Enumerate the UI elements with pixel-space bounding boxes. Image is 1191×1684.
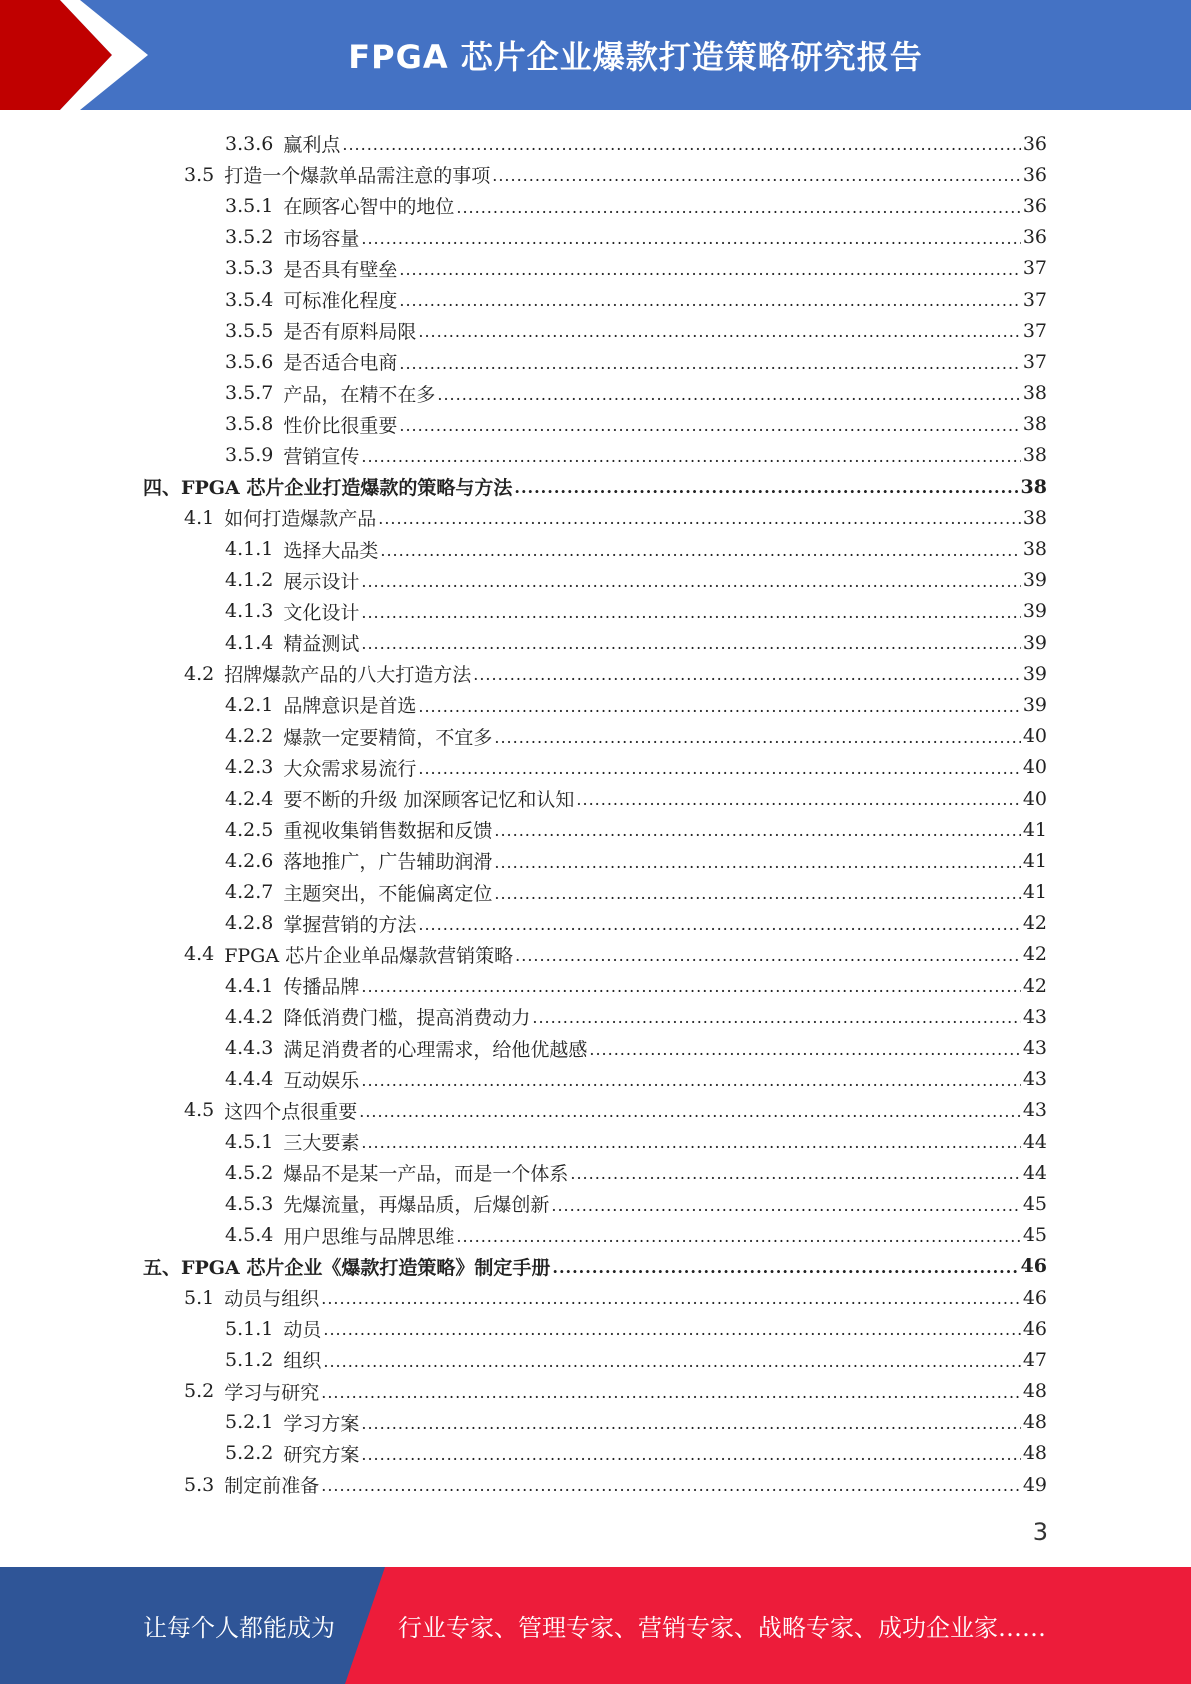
toc-entry[interactable] (0, 284, 1191, 315)
toc-entry-title: 降低消费门槛，提高消费动力 (283, 1007, 531, 1030)
toc-entry-page: 37 (1022, 288, 1047, 311)
toc-entry[interactable] (0, 378, 1191, 409)
toc-entry-number: 5.2.1 (225, 1411, 274, 1434)
toc-dot-leader (514, 482, 1018, 502)
toc-entry[interactable] (0, 222, 1191, 253)
toc-entry[interactable] (0, 596, 1191, 627)
toc-entry-page: 43 (1022, 1005, 1047, 1028)
toc-entry-title: 招牌爆款产品的八大打造方法 (224, 664, 472, 687)
toc-entry-page: 44 (1022, 1161, 1047, 1184)
toc-entry[interactable] (0, 565, 1191, 596)
toc-entry-title: 爆款一定要精简，不宜多 (283, 726, 493, 749)
toc-entry-page: 39 (1022, 569, 1047, 592)
toc-entry[interactable] (0, 409, 1191, 440)
toc-entry-page: 46 (1022, 1317, 1047, 1340)
toc-entry[interactable] (0, 627, 1191, 658)
toc-entry-number: 4.2.2 (225, 725, 274, 748)
toc-entry-title: 制定前准备 (224, 1475, 320, 1498)
toc-dot-leader (589, 1044, 1020, 1064)
toc-entry-title: 组织 (283, 1350, 322, 1373)
toc-entry-title: 满足消费者的心理需求，给他优越感 (283, 1038, 588, 1061)
toc-entry-title: 品牌意识是首选 (283, 695, 417, 718)
toc-dot-leader (551, 1200, 1020, 1220)
toc-dot-leader (494, 825, 1020, 845)
toc-entry-number: 5.2.2 (225, 1442, 274, 1465)
toc-entry[interactable] (0, 845, 1191, 876)
toc-entry-page: 47 (1022, 1348, 1047, 1371)
toc-entry-title: 产品，在精不在多 (283, 383, 436, 406)
toc-entry-title: 掌握营销的方法 (283, 913, 417, 936)
toc-entry[interactable] (0, 1438, 1191, 1469)
toc-entry-title: 爆品不是某一产品，而是一个体系 (283, 1163, 569, 1186)
toc-entry-page: 42 (1022, 912, 1047, 935)
toc-entry-number: 5.3 (184, 1473, 215, 1496)
toc-entry[interactable] (0, 253, 1191, 284)
toc-entry-title: 主题突出，不能偏离定位 (283, 882, 493, 905)
toc-entry-title: 可标准化程度 (283, 290, 398, 313)
toc-entry-number: 4.2.6 (225, 849, 274, 872)
toc-dot-leader (361, 1075, 1020, 1095)
toc-entry[interactable] (0, 908, 1191, 939)
toc-dot-leader (418, 326, 1020, 346)
toc-entry-number: 3.5.7 (225, 382, 274, 405)
toc-entry-title: 如何打造爆款产品 (224, 508, 377, 531)
toc-entry-number: 5.1.1 (225, 1317, 274, 1340)
toc-entry[interactable] (0, 1032, 1191, 1063)
toc-entry-number: 4.4.2 (225, 1005, 274, 1028)
toc-entry-title: FPGA 芯片企业《爆款打造策略》制定手册 (181, 1256, 551, 1279)
toc-dot-leader (323, 1324, 1020, 1344)
toc-entry-page: 38 (1022, 413, 1047, 436)
toc-dot-leader (361, 981, 1020, 1001)
toc-entry-number: 4.5 (184, 1099, 215, 1122)
toc-entry-number: 四、 (143, 477, 182, 500)
toc-entry-number: 3.5.6 (225, 350, 274, 373)
toc-entry[interactable] (0, 471, 1191, 502)
toc-entry-page: 38 (1022, 538, 1047, 561)
toc-entry-number: 3.5 (184, 163, 215, 186)
toc-entry-title: 选择大品类 (283, 539, 379, 562)
toc-entry-title: 要不断的升级 加深顾客记忆和认知 (283, 789, 575, 812)
toc-dot-leader (399, 420, 1020, 440)
toc-entry-title: 营销宣传 (283, 445, 360, 468)
toc-entry-number: 4.1.4 (225, 631, 274, 654)
toc-entry-title: 是否具有壁垒 (283, 258, 398, 281)
toc-entry-title: 是否有原料局限 (283, 321, 417, 344)
toc-entry-page: 48 (1022, 1411, 1047, 1434)
toc-entry[interactable] (0, 1001, 1191, 1032)
toc-entry-page: 49 (1022, 1473, 1047, 1496)
toc-entry[interactable] (0, 658, 1191, 689)
toc-entry-page: 42 (1022, 974, 1047, 997)
toc-entry-number: 3.5.5 (225, 319, 274, 342)
toc-entry[interactable] (0, 1407, 1191, 1438)
toc-entry[interactable] (0, 190, 1191, 221)
toc-entry-page: 48 (1022, 1442, 1047, 1465)
toc-dot-leader (492, 170, 1021, 190)
toc-entry-title: 落地推广，广告辅助润滑 (283, 851, 493, 874)
toc-entry-page: 48 (1022, 1380, 1047, 1403)
toc-entry-number: 3.5.4 (225, 288, 274, 311)
toc-entry[interactable] (0, 1157, 1191, 1188)
toc-dot-leader (494, 888, 1020, 908)
toc-entry-page: 39 (1022, 631, 1047, 654)
toc-entry-number: 5.1 (184, 1286, 215, 1309)
toc-dot-leader (418, 919, 1020, 939)
toc-entry-title: 重视收集销售数据和反馈 (283, 820, 493, 843)
toc-entry-title: 学习方案 (283, 1412, 360, 1435)
toc-entry-number: 3.5.9 (225, 444, 274, 467)
toc-dot-leader (321, 1293, 1021, 1313)
toc-entry-number: 4.2.8 (225, 912, 274, 935)
toc-entry-page: 40 (1022, 787, 1047, 810)
toc-dot-leader (418, 763, 1020, 783)
toc-entry-number: 五、 (143, 1256, 182, 1279)
toc-entry-page: 38 (1020, 475, 1047, 498)
toc-entry-number: 3.5.8 (225, 413, 274, 436)
toc-dot-leader (321, 1480, 1021, 1500)
toc-entry[interactable] (0, 1095, 1191, 1126)
toc-entry-page: 38 (1022, 506, 1047, 529)
toc-dot-leader (361, 638, 1020, 658)
toc-entry[interactable] (0, 1469, 1191, 1500)
toc-entry-page: 41 (1022, 818, 1047, 841)
toc-dot-leader (361, 576, 1020, 596)
toc-entry-number: 4.1.3 (225, 600, 274, 623)
toc-entry[interactable] (0, 1064, 1191, 1095)
toc-entry[interactable] (0, 721, 1191, 752)
toc-entry-number: 4.1 (184, 506, 215, 529)
toc-entry-page: 36 (1022, 163, 1047, 186)
toc-entry-page: 36 (1022, 194, 1047, 217)
toc-entry-page: 43 (1022, 1068, 1047, 1091)
toc-dot-leader (359, 1106, 1021, 1126)
toc-entry-title: 大众需求易流行 (283, 757, 417, 780)
toc-entry[interactable] (0, 159, 1191, 190)
toc-entry-page: 41 (1022, 849, 1047, 872)
toc-entry-number: 4.4.1 (225, 974, 274, 997)
toc-entry-page: 39 (1022, 662, 1047, 685)
toc-entry-number: 4.2 (184, 662, 215, 685)
toc-entry[interactable] (0, 502, 1191, 533)
toc-entry[interactable] (0, 1282, 1191, 1313)
toc-entry-number: 4.2.1 (225, 693, 274, 716)
toc-entry-page: 43 (1022, 1099, 1047, 1122)
toc-entry-title: 赢利点 (283, 134, 341, 157)
toc-entry[interactable] (0, 1251, 1191, 1282)
page-title: FPGA 芯片企业爆款打造策略研究报告 (348, 38, 923, 76)
toc-entry-number: 4.1.2 (225, 569, 274, 592)
toc-entry-number: 4.5.4 (225, 1224, 274, 1247)
toc-entry[interactable] (0, 877, 1191, 908)
toc-entry[interactable] (0, 1344, 1191, 1375)
toc-entry[interactable] (0, 1313, 1191, 1344)
toc-dot-leader (321, 1387, 1021, 1407)
toc-dot-leader (473, 669, 1021, 689)
toc-entry-page: 40 (1022, 756, 1047, 779)
toc-dot-leader (361, 607, 1020, 627)
toc-entry-title: 是否适合电商 (283, 352, 398, 375)
toc-dot-leader (361, 1449, 1020, 1469)
toc-entry-number: 3.5.3 (225, 257, 274, 280)
toc-entry-title: FPGA 芯片企业打造爆款的策略与方法 (181, 477, 513, 500)
toc-entry-page: 36 (1022, 132, 1047, 155)
toc-entry-title: 在顾客心智中的地位 (283, 196, 455, 219)
toc-entry[interactable] (0, 1220, 1191, 1251)
toc-entry-number: 4.2.4 (225, 787, 274, 810)
toc-entry-page: 46 (1020, 1255, 1047, 1278)
toc-entry-number: 5.1.2 (225, 1348, 274, 1371)
toc-dot-leader (494, 857, 1020, 877)
toc-entry-number: 3.3.6 (225, 132, 274, 155)
toc-entry[interactable] (0, 128, 1191, 159)
toc-entry[interactable] (0, 1376, 1191, 1407)
toc-dot-leader (418, 701, 1020, 721)
toc-dot-leader (515, 950, 1021, 970)
toc-entry-number: 4.5.3 (225, 1192, 274, 1215)
toc-dot-leader (399, 295, 1020, 315)
toc-entry-title: 先爆流量，再爆品质，后爆创新 (283, 1194, 550, 1217)
toc-entry-title: 学习与研究 (224, 1381, 320, 1404)
toc-entry-number: 4.4 (184, 943, 215, 966)
toc-entry-page: 37 (1022, 350, 1047, 373)
toc-entry-number: 4.2.7 (225, 881, 274, 904)
toc-entry-page: 40 (1022, 725, 1047, 748)
toc-dot-leader (361, 451, 1020, 471)
toc-entry-title: 互动娱乐 (283, 1069, 360, 1092)
toc-entry-number: 4.1.1 (225, 538, 274, 561)
toc-entry-title: 打造一个爆款单品需注意的事项 (224, 165, 491, 188)
toc-entry-number: 4.5.2 (225, 1161, 274, 1184)
toc-dot-leader (494, 732, 1020, 752)
toc-entry[interactable] (0, 970, 1191, 1001)
toc-entry-page: 45 (1022, 1192, 1047, 1215)
toc-entry-page: 39 (1022, 693, 1047, 716)
toc-entry-title: 动员与组织 (224, 1288, 320, 1311)
toc-dot-leader (570, 1168, 1020, 1188)
toc-entry[interactable] (0, 752, 1191, 783)
toc-entry[interactable] (0, 814, 1191, 845)
toc-entry[interactable] (0, 689, 1191, 720)
toc-dot-leader (456, 1231, 1020, 1251)
toc-entry-page: 45 (1022, 1224, 1047, 1247)
toc-entry-number: 4.2.5 (225, 818, 274, 841)
toc-entry-page: 38 (1022, 444, 1047, 467)
toc-entry-page: 37 (1022, 257, 1047, 280)
toc-entry-title: 动员 (283, 1319, 322, 1342)
toc-entry-title: 三大要素 (283, 1132, 360, 1155)
toc-entry-title: FPGA 芯片企业单品爆款营销策略 (224, 944, 514, 967)
toc-entry[interactable] (0, 783, 1191, 814)
footer-slogan-left: 让每个人都能成为 (143, 1614, 335, 1642)
toc-entry-number: 5.2 (184, 1380, 215, 1403)
toc-entry-page: 42 (1022, 943, 1047, 966)
page-footer (0, 1567, 1191, 1684)
toc-entry-title: 这四个点很重要 (224, 1100, 358, 1123)
toc-entry-page: 46 (1022, 1286, 1047, 1309)
toc-dot-leader (380, 545, 1020, 565)
header-arrow-decoration (0, 0, 160, 110)
toc-dot-leader (361, 1418, 1020, 1438)
toc-entry[interactable] (0, 939, 1191, 970)
toc-entry-title: 精益测试 (283, 633, 360, 656)
toc-entry[interactable] (0, 1126, 1191, 1157)
toc-entry-title: 用户思维与品牌思维 (283, 1225, 455, 1248)
toc-entry-page: 39 (1022, 600, 1047, 623)
toc-dot-leader (399, 358, 1020, 378)
toc-entry-number: 4.2.3 (225, 756, 274, 779)
toc-entry[interactable] (0, 440, 1191, 471)
toc-entry-page: 38 (1022, 382, 1047, 405)
table-of-contents (0, 128, 1191, 1500)
toc-dot-leader (323, 1356, 1020, 1376)
toc-entry-title: 文化设计 (283, 601, 360, 624)
toc-entry[interactable] (0, 315, 1191, 346)
toc-entry-title: 展示设计 (283, 570, 360, 593)
toc-dot-leader (456, 202, 1020, 222)
toc-entry[interactable] (0, 533, 1191, 564)
toc-entry-number: 4.5.1 (225, 1130, 274, 1153)
toc-entry[interactable] (0, 1188, 1191, 1219)
toc-entry-title: 传播品牌 (283, 976, 360, 999)
toc-entry-number: 3.5.1 (225, 194, 274, 217)
toc-entry-number: 3.5.2 (225, 226, 274, 249)
toc-entry-page: 43 (1022, 1037, 1047, 1060)
toc-dot-leader (576, 794, 1020, 814)
toc-dot-leader (532, 1012, 1020, 1032)
toc-entry-title: 市场容量 (283, 227, 360, 250)
toc-entry-number: 4.4.3 (225, 1037, 274, 1060)
toc-entry-page: 41 (1022, 881, 1047, 904)
toc-dot-leader (342, 139, 1020, 159)
toc-entry[interactable] (0, 346, 1191, 377)
toc-entry-title: 性价比很重要 (283, 414, 398, 437)
footer-slogan-right: 行业专家、管理专家、营销专家、战略专家、成功企业家…… (398, 1614, 1046, 1642)
toc-entry-title: 研究方案 (283, 1443, 360, 1466)
toc-dot-leader (378, 513, 1021, 533)
toc-dot-leader (552, 1262, 1018, 1282)
page-number: 3 (1032, 1518, 1048, 1546)
toc-entry-page: 44 (1022, 1130, 1047, 1153)
toc-entry-page: 37 (1022, 319, 1047, 342)
toc-dot-leader (399, 264, 1020, 284)
page-header (0, 0, 1191, 110)
toc-entry-number: 4.4.4 (225, 1068, 274, 1091)
toc-entry-page: 36 (1022, 226, 1047, 249)
toc-dot-leader (361, 233, 1020, 253)
toc-dot-leader (437, 389, 1020, 409)
toc-dot-leader (361, 1137, 1020, 1157)
